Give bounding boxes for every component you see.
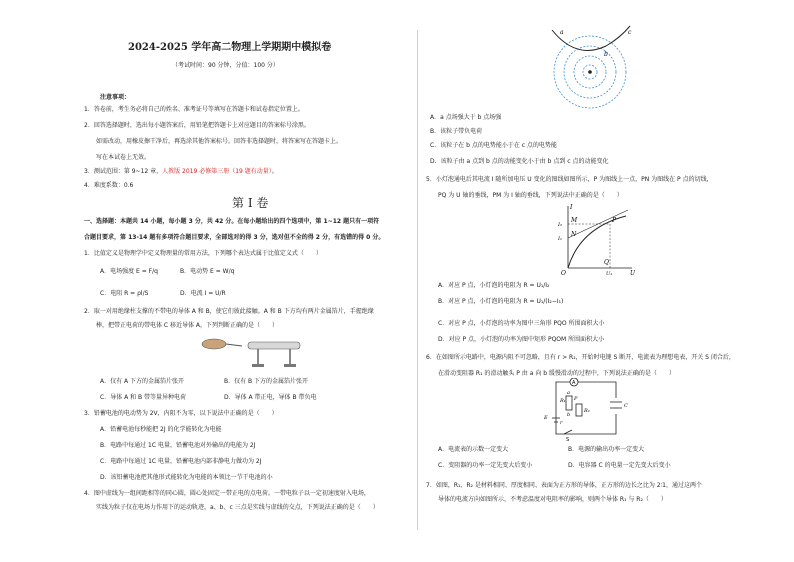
q1-option-c: C．电阻 R = ρl/S [100,290,149,297]
q5-option-b: B．对应 P 点，小灯泡的电阻为 R = U₁/(I₂−I₁) [438,298,564,305]
note-3-scope: 人教版 2019 必修第三册（19 题有动量） [162,168,272,175]
label-n: N [571,231,577,238]
q5-option-a: A．对应 P 点，小灯泡的电阻为 R = U₁/I₂ [438,282,550,289]
note-2c: 写在本试卷上无效。 [96,154,151,161]
note-4: 4．难度系数：0.6 [84,182,134,189]
q2-option-d: D．导体 A 带正电，导体 B 带负电 [224,394,317,401]
label-a: a [567,390,570,396]
wire-top [556,382,616,398]
label-ammeter: A [572,380,576,386]
label-s: S [566,437,570,442]
q1-stem: 1．比值定义是物理学中定义物理量的常用方法，下列哪个表达式属于比值定义式（ ） [84,250,322,257]
label-c: C [624,403,628,409]
label-o: O [561,270,566,276]
q6-stem-2: 在滑动变阻器 R₁ 的滑动触头 P 由 a 向 b 缓慢滑动的过程中，下列说法正确的是（ ） [438,370,675,377]
q1-option-a: A．电场强度 E = F/q [100,268,158,275]
label-e: E [544,415,548,421]
label-u1: U₁ [606,271,613,276]
note-3-a: 3．测试范围：第 9~12 章， [84,168,163,175]
point-charge [588,70,592,74]
q3-option-d: D．该铅蓄电池把其他形式能转化为电能的本领比一节干电池的小 [100,474,273,481]
q2-option-b: B．仅有 B 下方的金属箔片张开 [224,378,309,385]
trajectory-curve [552,26,630,50]
conductor-diagram [196,334,306,370]
label-q: Q [604,259,609,266]
q3-stem: 3．铅蓄电池的电动势为 2V，内阻不为零，以下说法中正确的是（ ） [84,410,278,417]
q6-stem: 6．在如图所示电路中，电源内阻不可忽略，且有 r > R₂，开始时电键 S 断开，电流表为理想电表，开关 S 闭合后， [426,354,735,361]
label-i2: I₂ [558,222,562,228]
note-2b: 如需改动，用橡皮擦干净后，再选涂其他答案标号。回答非选择题时，将答案写在答题卡上。 [96,138,343,145]
note-3-b: 。 [271,168,278,175]
label-i: I [570,204,573,211]
q6-option-c: C．变阻器的功率一定先变大后变小 [438,462,533,469]
base-a [252,364,264,367]
exam-title: 2024-2025 学年高二物理上学期期中模拟卷 [128,42,332,53]
q5-option-c: C．对应 P 点，小灯泡的功率为图中三角形 PQO 所围面积大小 [438,320,605,327]
q1-option-d: D．电流 I = U/R [180,290,226,297]
q1-option-b: B．电动势 E = W/q [180,268,235,275]
part1-line1: 一、选择题：本题共 14 小题，每小题 3 分，共 42 分。在每小题给出的四个选项中，第 1~12 题只有一项符 [84,218,380,225]
iu-graph [558,202,638,276]
q2-stem-2: 棒，把带正电荷的带电体 C 移近导体 A，下列判断正确的是（ ） [96,322,279,329]
q4-option-a: A．a 点场强大于 b 点场强 [430,114,502,121]
q6-option-b: B．电源的输出功率一定变大 [568,446,645,453]
label-i1: I₁ [558,236,562,242]
charged-rod [226,344,242,346]
part1-line2: 合题目要求，第 13-14 题有多项符合题目要求，全部选对的得 3 分，选对但不全的得 2 分，有选错的得 0 分。 [84,234,385,241]
q7-stem: 7．如图，R₁、R₂ 是材料相同、厚度相同、表面为正方形的导体，正方形的边长之比为 2∶1，通过这两个 [426,482,702,489]
q4-option-d: D．该粒子由 a 点到 b 点的动能变化小于由 b 点到 c 点的动能变化 [430,158,609,165]
conductor-bar [248,342,300,349]
q4-option-c: C．该粒子在 b 点的电势能小于在 c 点的电势能 [430,142,557,149]
label-p: P [574,396,578,402]
q5-option-d: D．对应 P 点，小灯泡的功率为图中矩形 PQOM 所围面积大小 [438,336,605,343]
label-b: b [604,51,608,58]
q7-stem-2: 导体的电流方向如图所示，不考虑温度对电阻率的影响，则两个导体 R₁ 与 R₂（ ） [438,496,667,503]
right-column [418,0,794,562]
q3-option-a: A．铅蓄电池每秒能把 2J 的化学能转化为电能 [100,426,222,433]
q4-option-b: B．该粒子带负电荷 [430,128,483,135]
exam-info: （考试时间：90 分钟，分值：100 分） [172,62,279,69]
circuit-diagram [536,378,636,442]
label-p: P [612,217,617,224]
q5-stem-2: PQ 为 U 轴的垂线，PM 为 I 轴的垂线，下列说法中正确的是（ ） [438,192,623,199]
label-r2: R₂ [584,408,590,414]
label-a: a [560,29,564,36]
note-3 [84,168,278,176]
notes-heading: 注意事项： [100,94,131,101]
q2-stem: 2．取一对用绝缘柱支撑的不带电的导体 A 和 B，使它们彼此接触。A 和 B 下方均有两片金属箔片，手握绝缘 [84,308,374,315]
label-c: c [628,29,632,36]
switch-lever [564,430,572,434]
label-m: M [571,217,578,224]
q2-option-c: C．导体 A 和 B 带等量异种电荷 [100,394,187,401]
label-r1: R₁ [560,398,566,404]
resistor-r1 [566,396,572,410]
q3-option-c: C．电路中每通过 1C 电量，铅蓄电池内部非静电力做功为 2J [100,458,262,465]
label-b: b [567,412,571,418]
hand-shape [202,339,226,349]
q6-option-a: A．电流表的示数一定变大 [438,446,509,453]
resistor-r2 [576,404,582,416]
section-title: 第 I 卷 [232,196,269,210]
base-b [284,364,296,367]
q2-option-a: A．仅有 A 下方的金属箔片张开 [100,378,185,385]
label-r: r [560,420,563,426]
wire-bottom [556,414,616,434]
note-1: 1．答卷前，考生务必将自己的姓名、准考证号等填写在答题卡和试卷指定位置上。 [84,106,304,113]
note-2: 2．回答选择题时，选出每小题答案后，用铅笔把答题卡上对应题目的答案标号涂黑。 [84,122,310,129]
q4-stem-2: 实线为粒子仅在电场力作用下的运动轨迹，a、b、c 三点是实线与虚线的交点，下列说法正确的是（ ） [96,504,379,511]
label-u: U [630,270,636,276]
q3-option-b: B．电路中每通过 1C 电量，铅蓄电池对外输出的电能为 2J [100,442,256,449]
q6-option-d: D．电容器 C 的电量一定先变大后变小 [568,462,671,469]
equipotential-figure [546,22,642,110]
q4-stem: 4．图中虚线为一组间距相等的同心圆，圆心处固定一带正电的点电荷。一带电粒子以一定初速度射入电场， [84,490,370,497]
q5-stem: 5．小灯泡通电后其电流 I 随所加电压 U 变化的图线如图所示，P 为图线上一点，PN 为图线在 P 点的切线， [426,176,713,183]
